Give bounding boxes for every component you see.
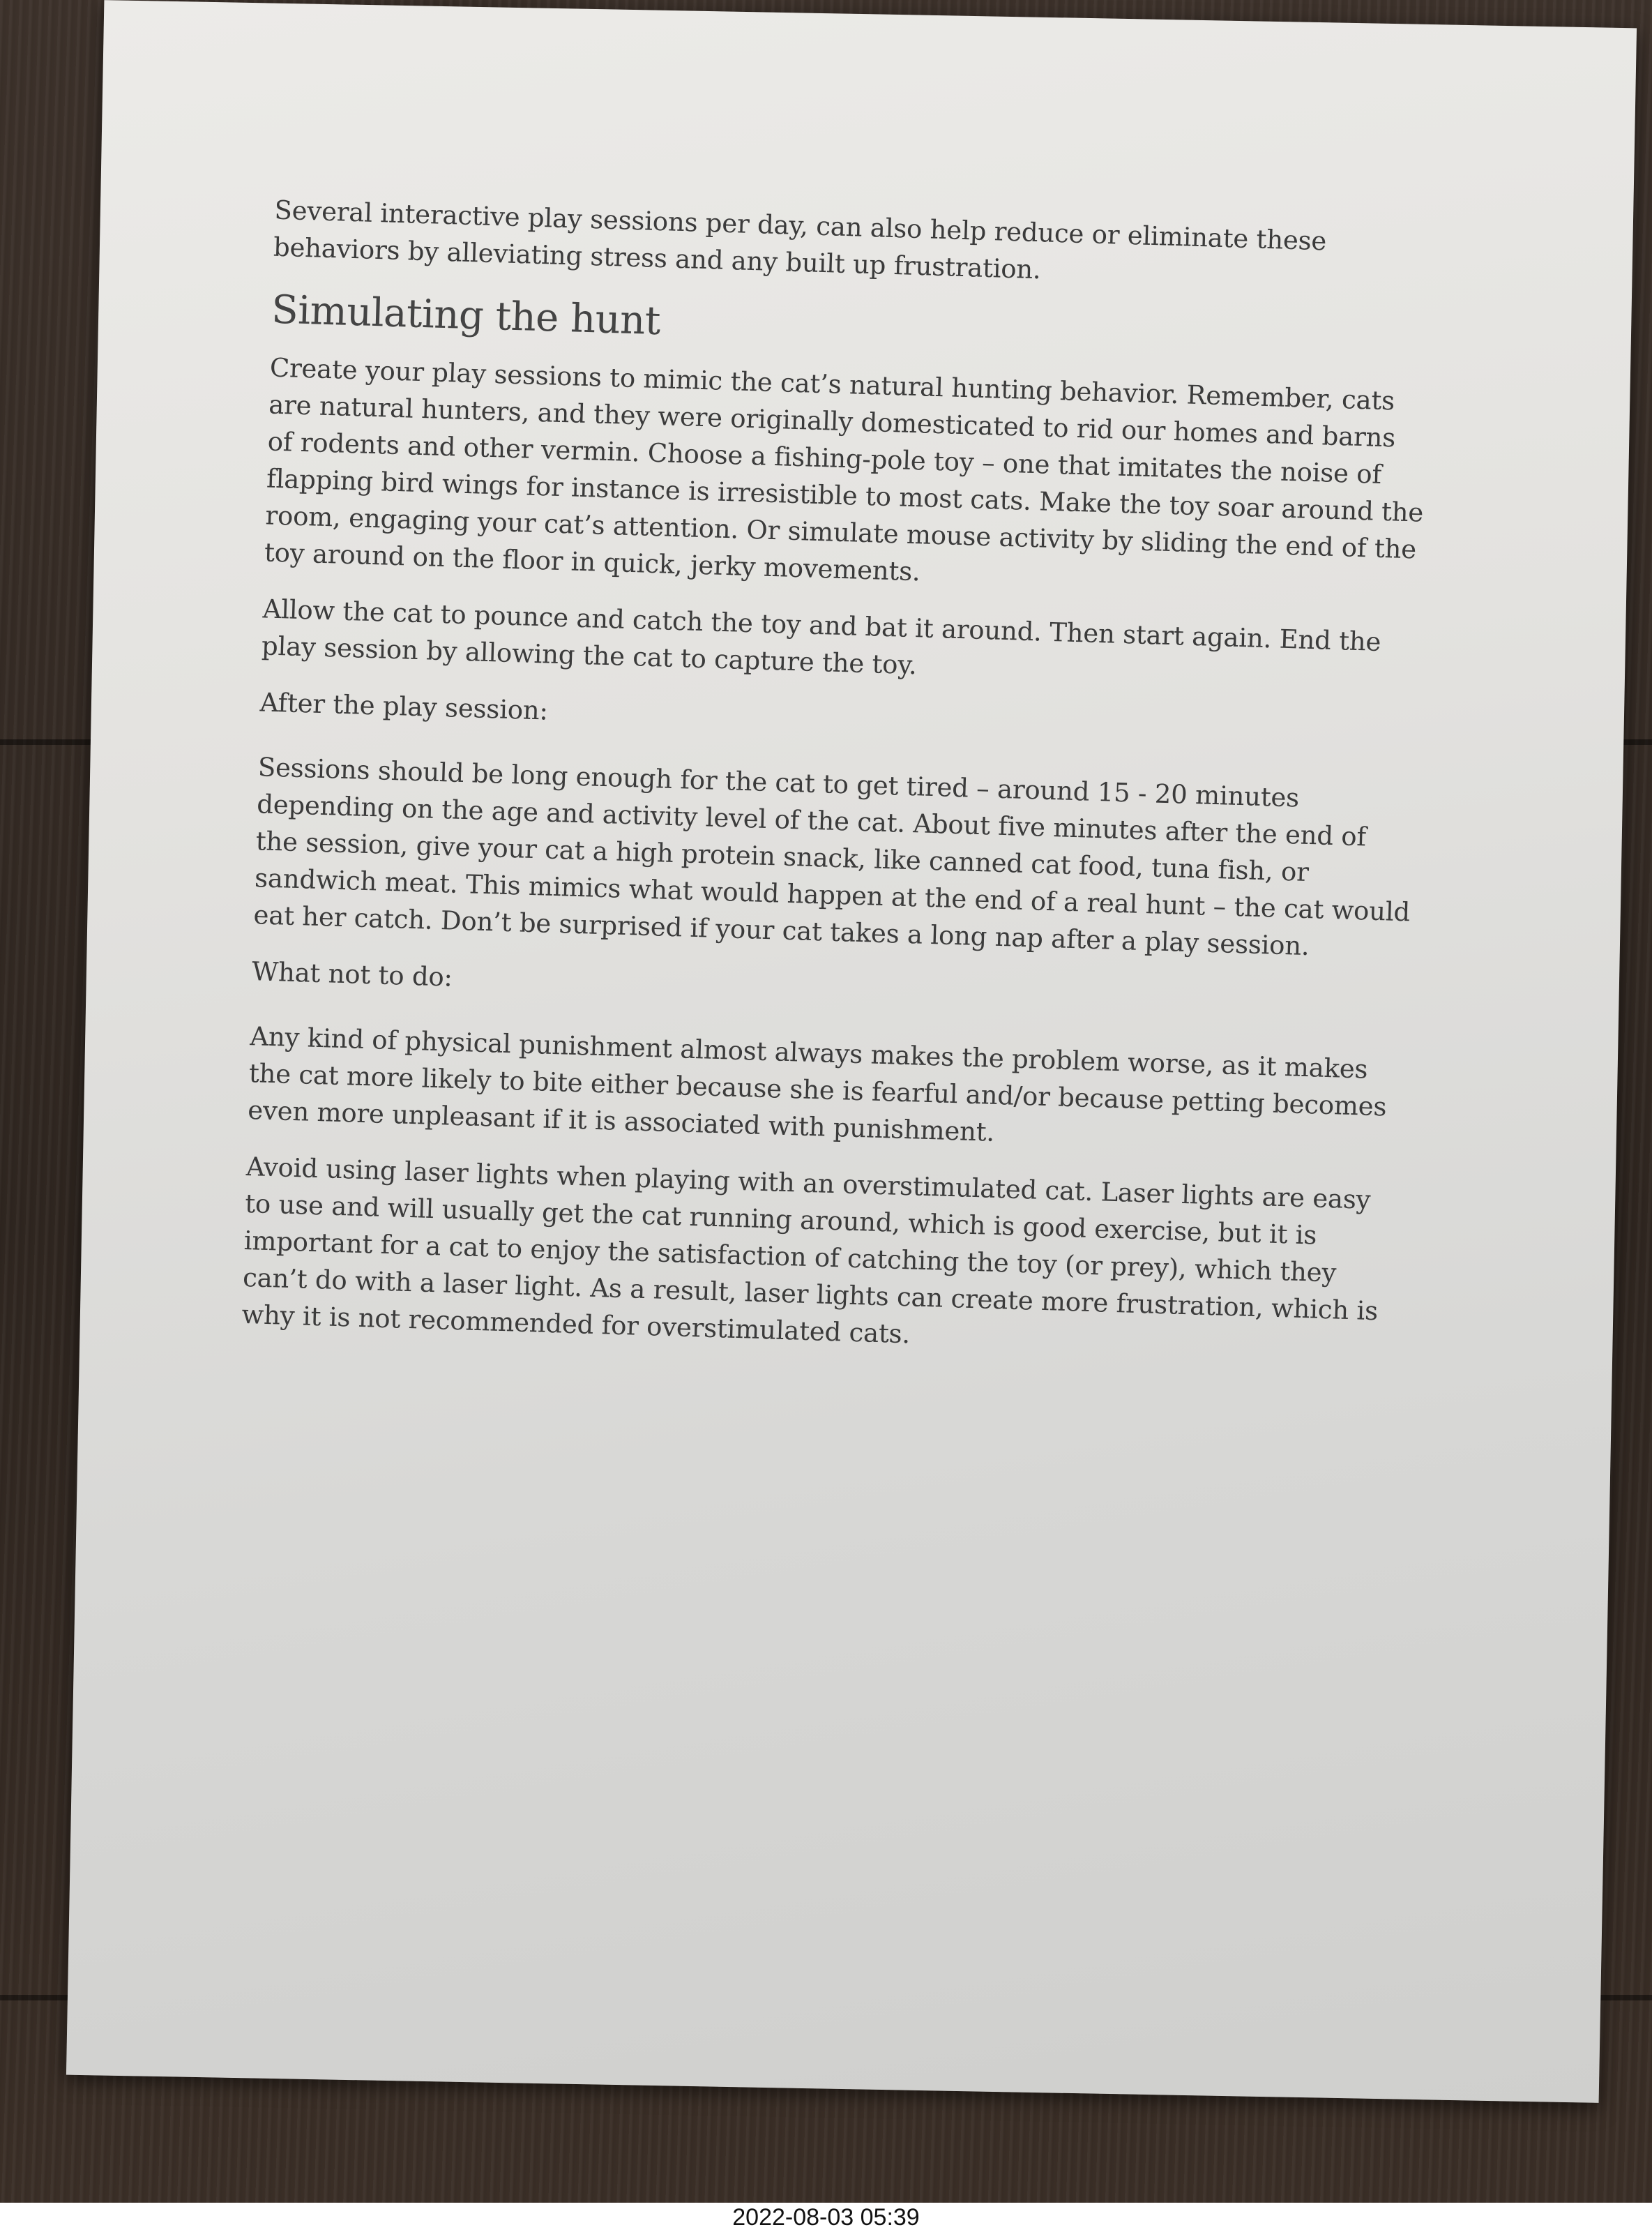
document-body (241, 192, 1432, 1387)
paper-sheet (66, 0, 1637, 2103)
punishment-paragraph: Any kind of physical punishment almost always makes the problem worse, as it makes the cat more likely to bite either because she is fearful and/or because petting becomes even more unpleasant if it is associated with punishment. (247, 1021, 1387, 1147)
intro-paragraph: Several interactive play sessions per day, can also help reduce or eliminate these behaviors by alleviating stress and any built up frustration. (273, 195, 1327, 285)
after-play-label: After the play session: (259, 687, 549, 726)
what-not-label: What not to do: (251, 956, 453, 993)
sessions-paragraph: Sessions should be long enough for the cat to get tired – around 15 - 20 minutes depending on the age and activity level of the cat. About five minutes after the end of the session, give your cat a high protein snack, like canned cat food, tuna fish, or sandwich meat. This mimics what would happen at the end of a real hunt – the cat would eat her catch. Don’t be surprised if your cat takes a long nap after a play session. (253, 752, 1411, 962)
laser-paragraph: Avoid using laser lights when playing with an overstimulated cat. Laser lights are easy to use and will usually get the cat running around, which is good exercise, but it is important for a cat to enjoy the satisfaction of catching the toy (or prey), which they can’t do with a laser light. As a result, laser lights can create more frustration, which is why it is not recommended for overstimulated cats. (241, 1152, 1379, 1350)
photo-timestamp: 2022-08-03 05:39 (0, 2203, 1652, 2232)
hunt-paragraph: Create your play sessions to mimic the cat’s natural hunting behavior. Remember, cats are natural hunters, and they were originally domesticated to rid our homes and barns of rodents and other vermin. Choose a fishing-pole toy – one that imitates the noise of flapping bird wings for instance is irresistible to most cats. Make the toy soar around the room, engaging your cat’s attention. Or simulate mouse activity by sliding the end of the toy around on the floor in quick, jerky movements. (264, 352, 1424, 587)
section-heading: Simulating the hunt (271, 287, 661, 345)
pounce-paragraph: Allow the cat to pounce and catch the toy and bat it around. Then start again. End the play session by allowing the cat to capture the toy. (261, 594, 1381, 681)
